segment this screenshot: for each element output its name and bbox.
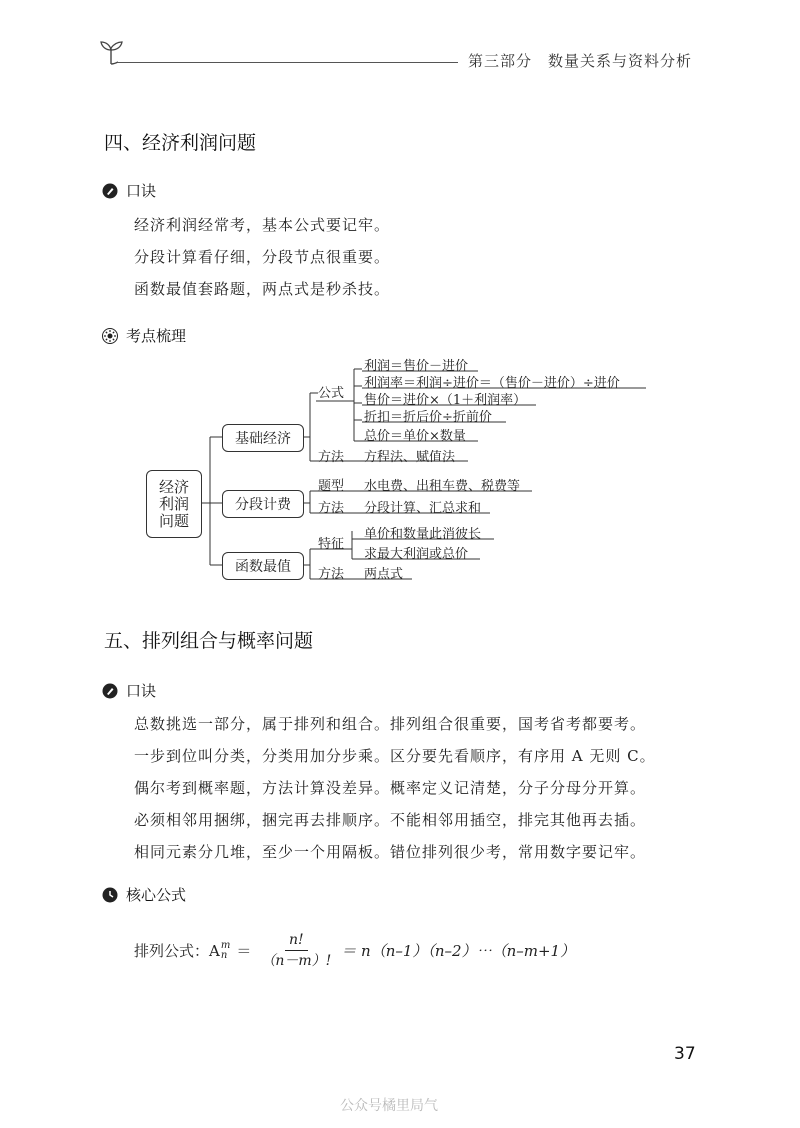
formula-numerator: n! [285,930,308,951]
mindmap-method: 两点式 [364,567,404,582]
section-5-formula-heading [102,884,186,905]
permutation-formula [134,930,575,971]
mindmap-formula: 利润率＝利润÷进价＝（售价－进价）÷进价 [364,376,620,391]
mindmap-feature: 单价和数量此消彼长 [364,527,482,542]
mindmap-method-label: 方法 [318,501,345,516]
mindmap-method: 方程法、赋值法 [364,450,456,465]
mindmap-formula: 售价＝进价×（1＋利润率） [364,393,527,408]
clock-circle-icon [102,887,118,903]
formula-sub: n [220,949,228,961]
mindmap-feature-label: 特征 [318,537,345,552]
mindmap-root: 经济 利润 问题 [146,470,202,538]
formula-scripts [221,941,230,961]
mindmap-node-extreme: 函数最值 [222,552,304,580]
mindmap-method-label: 方法 [318,567,345,582]
mindmap-formula: 总价＝单价×数量 [364,429,466,444]
page-number: 37 [674,1044,696,1064]
mindmap-formula: 利润＝售价－进价 [364,359,469,374]
formula-eq: ＝ [236,942,252,960]
mindmap-type: 水电费、出租车费、税费等 [364,479,521,494]
mindmap-method: 分段计算、汇总求和 [364,501,482,516]
section-5-title: 五、排列组合与概率问题 [104,630,314,652]
mnemonic-line: 经济利润经常考，基本公式要记牢。 [134,216,391,234]
section-4-title: 四、经济利润问题 [104,132,257,154]
formula-prefix: 排列公式：A [134,942,220,960]
mnemonic-line: 偶尔考到概率题，方法计算没差异。概率定义记清楚，分子分母分开算。 [134,779,647,797]
watermark: 公众号橘里局气 [340,1098,438,1114]
section-5-mnemonic-heading [102,680,156,701]
running-header: 第三部分 数量关系与资料分析 [468,52,693,70]
formula-fraction [257,930,335,971]
mindmap-method-label: 方法 [318,450,345,465]
pen-circle-icon [102,683,118,699]
mnemonic-line: 总数挑选一部分，属于排列和组合。排列组合很重要，国考省考都要考。 [134,715,647,733]
mindmap-formula: 折扣＝折后价÷折前价 [364,410,492,425]
mnemonic-line: 一步到位叫分类，分类用加分步乘。区分要先看顺序，有序用 A 无则 C。 [134,747,656,765]
mnemonic-line: 相同元素分几堆，至少一个用隔板。错位排列很少考，常用数字要记牢。 [134,843,647,861]
formula-denominator: （n－m）! [261,953,332,969]
mnemonic-label: 口诀 [126,682,157,700]
mnemonic-line: 函数最值套路题，两点式是秒杀技。 [134,280,391,298]
mindmap-node-basic: 基础经济 [222,424,304,452]
mnemonic-label: 口诀 [126,182,157,200]
formula-rhs: ＝ n（n–1）（n–2）⋯（n–m+1） [341,942,576,960]
mnemonic-line: 分段计算看仔细，分段节点很重要。 [134,248,391,266]
mindmap-node-segmented: 分段计费 [222,490,304,518]
outline-label: 考点梳理 [126,327,187,345]
mindmap-type-label: 题型 [318,479,345,494]
mnemonic-line: 必须相邻用捆绑，捆完再去排顺序。不能相邻用插空，排完其他再去插。 [134,811,647,829]
formula-label: 核心公式 [126,886,187,904]
mindmap-feature: 求最大利润或总价 [364,547,469,562]
formula-sup: m [220,939,231,951]
mindmap-formula-label: 公式 [318,386,345,401]
